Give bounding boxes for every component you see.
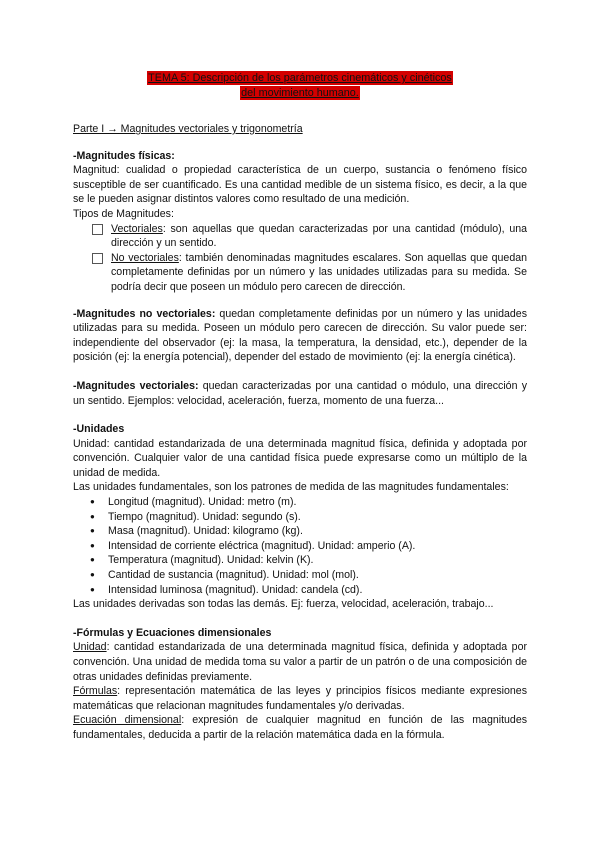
term-unidad: Unidad bbox=[73, 641, 107, 654]
list-item: ● Temperatura (magnitud). Unidad: kelvin (K). bbox=[73, 553, 527, 568]
term-vectoriales: Vectoriales bbox=[111, 222, 163, 235]
paragraph-formulas: Fórmulas: representación matemática de las leyes y principios físicos mediante expresiones matemáticas que relacionan magnitudes fundamentales y/o derivadas. bbox=[73, 685, 527, 712]
paragraph-magnitud-definition: Magnitud: cualidad o propiedad característica de un cuerpo, sustancia o fenómeno físico susceptible de ser cuantificado. Es una cantidad medible de un sistema físico, es decir, a la que se le pueden asignar distintos valores como resultado de una medición. bbox=[73, 164, 527, 206]
heading-vectoriales: -Magnitudes vectoriales: bbox=[73, 379, 199, 392]
tipos-label: Tipos de Magnitudes: bbox=[73, 207, 174, 220]
list-item: ● Intensidad luminosa (magnitud). Unidad: candela (cd). bbox=[73, 583, 527, 598]
heading-no-vectoriales: -Magnitudes no vectoriales: bbox=[73, 307, 216, 320]
paragraph-unidad-definition: Unidad: cantidad estandarizada de una determinada magnitud física, definida y adoptada por convención. Cualquier valor de una cantidad física puede expresarse como un múltiplo de la unidad de medida. bbox=[73, 437, 527, 479]
section-heading-formulas: -Fórmulas y Ecuaciones dimensionales bbox=[73, 626, 272, 639]
document-title bbox=[0, 71, 600, 100]
paragraph-no-vectoriales: -Magnitudes no vectoriales: quedan completamente definidas por un número y las unidades utilizadas para su medida. Poseen un módulo pero carecen de dirección. Su valor puede ser: independiente del observador (ej: la masa, la temperatura, la densidad, etc.), depender de la posición (ej: la energía potencial), depender del estado de movimiento (ej: la energía cinética). bbox=[73, 307, 528, 364]
title-line-2: del movimiento humano. bbox=[241, 86, 359, 99]
paragraph-vectoriales: -Magnitudes vectoriales: quedan caracterizadas por una cantidad o módulo, una dirección y un sentido. Ejemplos: velocidad, aceleración, fuerza, momento de una fuerza... bbox=[73, 379, 527, 407]
list-item: ● Tiempo (magnitud). Unidad: segundo (s). bbox=[73, 510, 527, 525]
part-heading: Parte I → Magnitudes vectoriales y trigonometría bbox=[73, 123, 303, 135]
paragraph-unidades-derivadas: Las unidades derivadas son todas las demás. Ej: fuerza, velocidad, aceleración, trabajo... bbox=[73, 598, 494, 611]
units-list bbox=[73, 495, 527, 597]
checkbox-icon[interactable] bbox=[92, 253, 103, 264]
checkbox-icon[interactable] bbox=[92, 224, 103, 235]
document-body bbox=[73, 122, 527, 743]
list-item: ● Cantidad de sustancia (magnitud). Unidad: mol (mol). bbox=[73, 568, 527, 583]
term-ecuacion-dimensional: Ecuación dimensional bbox=[73, 714, 182, 727]
list-item: ● Masa (magnitud). Unidad: kilogramo (kg). bbox=[73, 524, 527, 539]
paragraph-ecuacion-dimensional: Ecuación dimensional: expresión de cualquier magnitud en función de las magnitudes fundamentales, deducida a partir de la relación matemática dada en la fórmula. bbox=[73, 714, 528, 741]
term-no-vectoriales: No vectoriales bbox=[111, 251, 179, 264]
paragraph-unidades-fundamentales: Las unidades fundamentales, son los patrones de medida de las magnitudes fundamentales: bbox=[73, 481, 509, 494]
section-heading-magnitudes-fisicas: -Magnitudes físicas: bbox=[73, 149, 175, 162]
term-formulas: Fórmulas bbox=[73, 685, 118, 698]
text-no-vectoriales: : también denominadas magnitudes escalares. Son aquellas que quedan completamente definidas por un número y las unidades utilizadas para su medida. Se podría decir que poseen un módulo pero carecen de dirección. bbox=[111, 251, 527, 293]
checklist-item bbox=[92, 222, 527, 251]
checklist-item bbox=[92, 251, 527, 295]
text-vectoriales: : son aquellas que quedan caracterizadas por una cantidad (módulo), una dirección y un sentido. bbox=[111, 222, 527, 250]
list-item: ● Longitud (magnitud). Unidad: metro (m). bbox=[73, 495, 527, 510]
title-line-1: TEMA 5: Descripción de los parámetros cinemáticos y cinéticos bbox=[148, 72, 452, 84]
list-item: ● Intensidad de corriente eléctrica (magnitud). Unidad: amperio (A). bbox=[73, 539, 527, 554]
paragraph-unidad: Unidad: cantidad estandarizada de una determinada magnitud física, definida y adoptada por convención. Una unidad de medida toma su valor a partir de un patrón o de una composición de otras unidades definidas previamente. bbox=[73, 641, 527, 683]
section-heading-unidades: -Unidades bbox=[73, 423, 125, 436]
